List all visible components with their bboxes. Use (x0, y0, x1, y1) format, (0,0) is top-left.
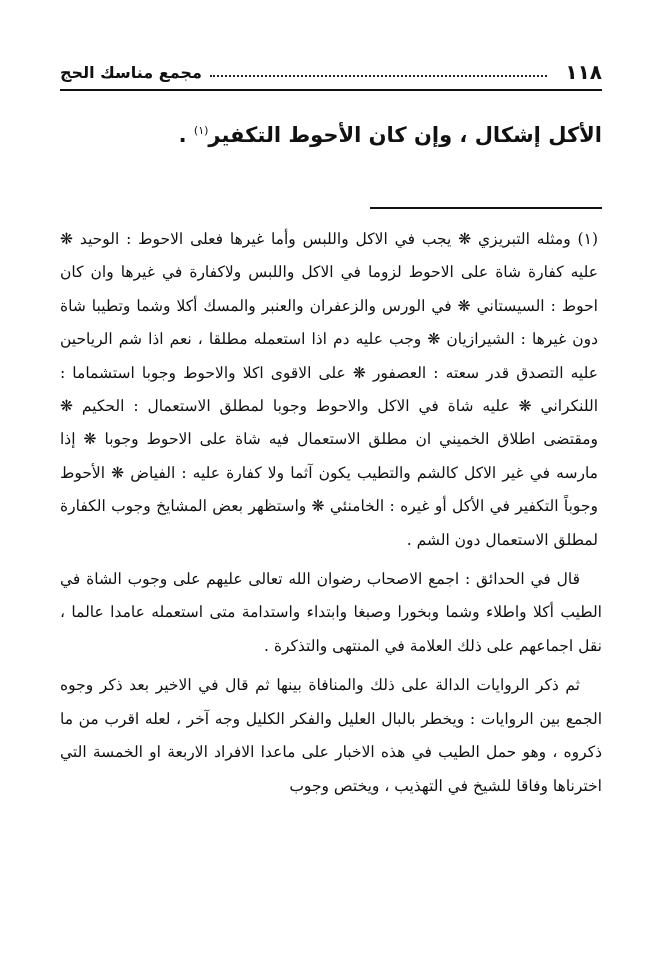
footnote-paragraph: قال في الحدائق : اجمع الاصحاب رضوان الله تعالى عليهم على وجوب الشاة في الطيب أكلا واطلاء وشما وبخورا وصبغا وابتداء واستدامة متى استعمله عامدا عالما ، نقل اجماعهم على ذلك العلامة في المنتهى والتذكرة . (60, 570, 602, 655)
page-header (60, 58, 602, 86)
main-text-end: . (178, 123, 194, 147)
footnote-paragraph: ثم ذكر الروايات الدالة على ذلك والمنافاة بينها ثم قال في الاخير بعد ذكر وجوه الجمع بين الروايات : ويخطر بالبال العليل والفكر الكليل وجه آخر ، لعله اقرب من ما ذكروه ، وهو حمل الطيب في هذه الاخبار على ماعدا الافراد الاربعة او الخمسة التي اخترناها وفاقا للشيخ في التهذيب ، ويختص وجوب (60, 676, 602, 795)
footnote-separator (370, 207, 602, 209)
running-title: مجمع مناسك الحج (60, 62, 202, 82)
page-number: ١١٨ (565, 60, 602, 84)
footnote-paragraph: (١) ومثله التبريزي ❋ يجب في الاكل واللبس وأما غيرها فعلى الاحوط : الوحيد ❋ عليه كفارة شاة على الاحوط لزوما في الاكل واللبس ولاكفارة في غيرها وان كان احوط : السيستاني ❋ في الورس والزعفران والعنبر والمسك أكلا وشما وتطيبا شاة دون غيرها : الشيرازيان ❋ وجب عليه دم اذا استعمله مطلقا ، نعم اذا شم الرياحين عليه التصدق قدر سعته : العصفور ❋ على الاقوى اكلا والاحوط وجوبا استشماما : اللنكراني ❋ عليه شاة في الاكل والاحوط وجوبا لمطلق الاستعمال : الحكيم ❋ ومقتضى اطلاق الخميني ان مطلق الاستعمال فيه شاة على الاحوط وجوبا ❋ إذا مارسه في غير الاكل كالشم والتطيب يكون آثما ولا كفارة عليه : الفياض ❋ الأحوط وجوباً التكفير في الأكل أو غيره : الخامنئي ❋ واستظهر بعض المشايخ وجوب الكفارة لمطلق الاستعمال دون الشم . (60, 230, 599, 549)
footnote-reference: (١) (193, 124, 209, 137)
footnotes-section (60, 223, 602, 809)
header-leader-dots (210, 75, 548, 77)
main-text-line: الأكل إشكال ، وإن كان الأحوط التكفير (208, 123, 602, 147)
main-text (60, 116, 602, 150)
header-rule (60, 89, 602, 91)
